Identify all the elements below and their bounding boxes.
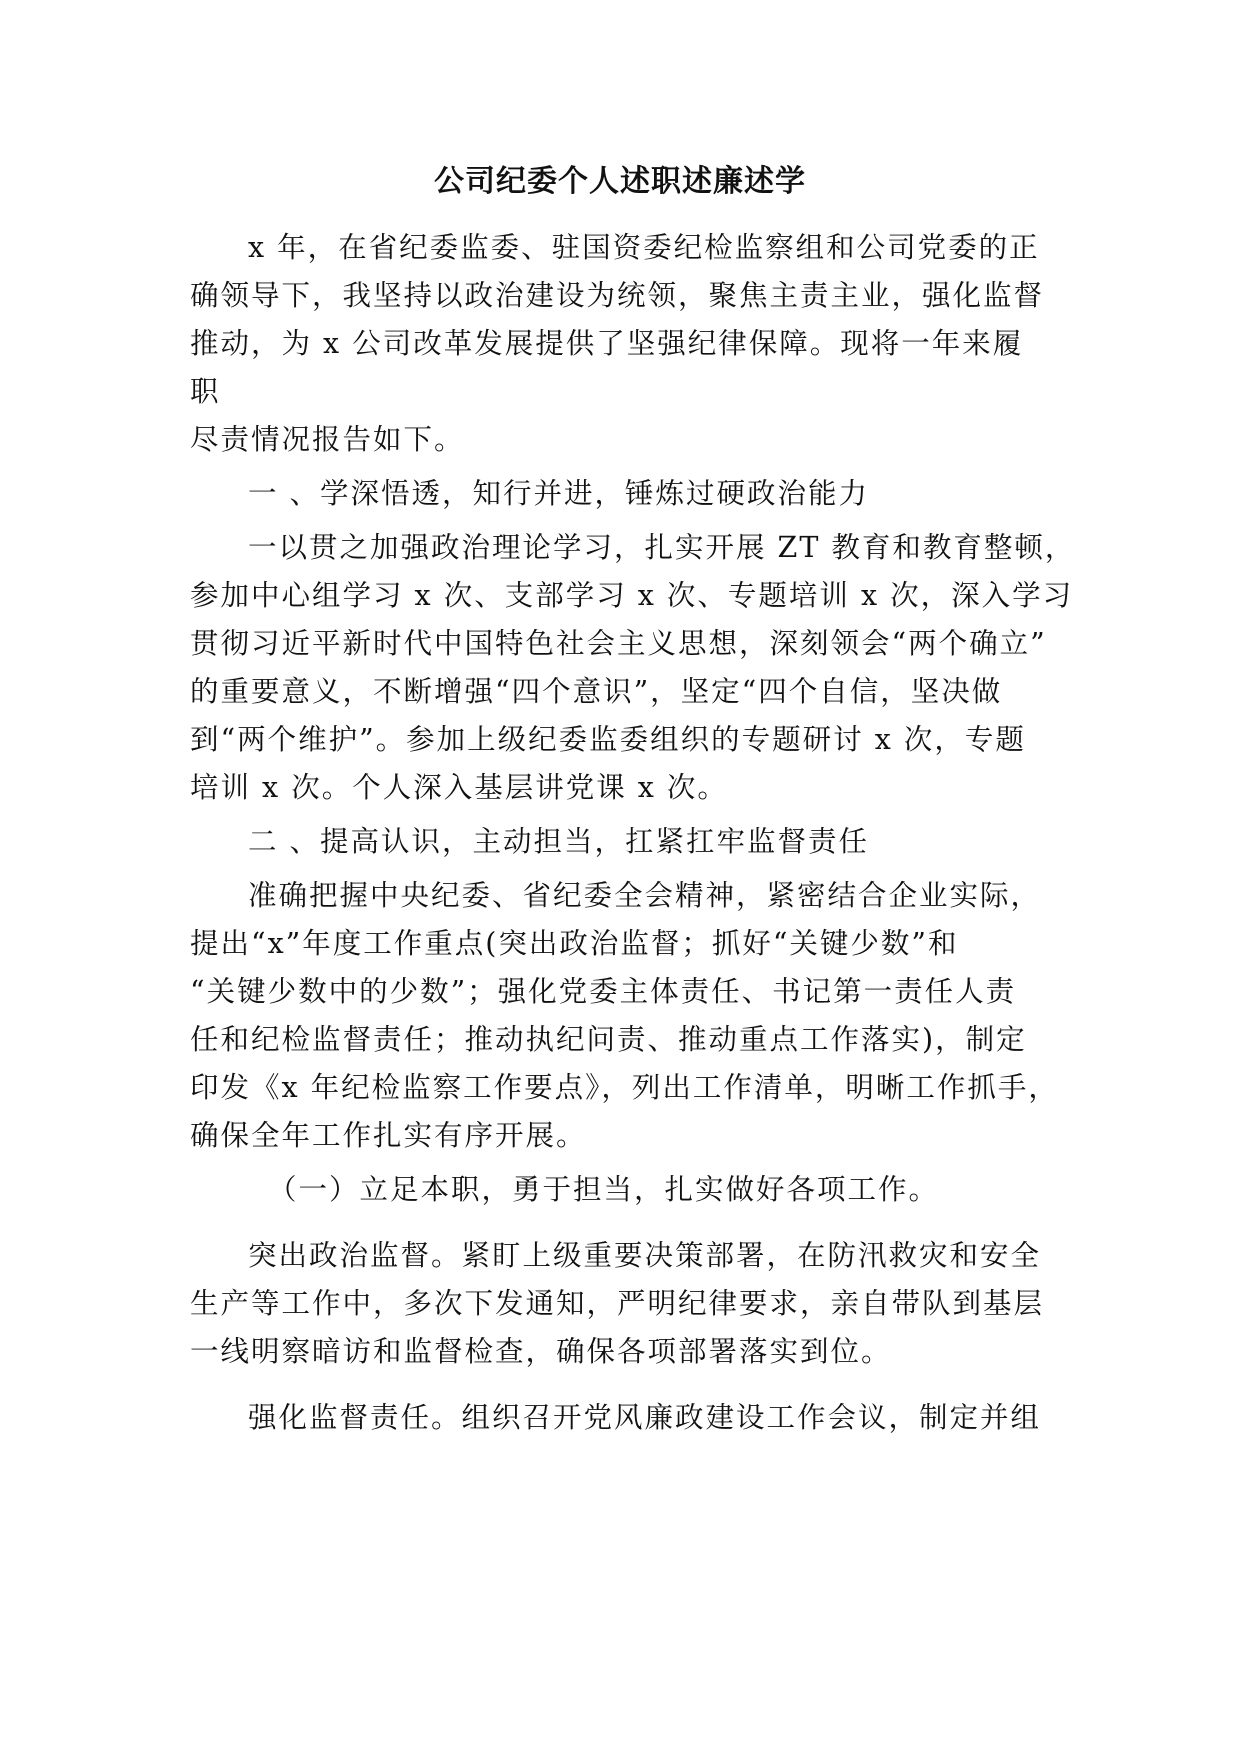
paragraph-line: 一以贯之加强政治理论学习，扎实开展 ZT 教育和教育整顿， bbox=[248, 531, 1076, 564]
paragraph-line: x 年，在省纪委监委、驻国资委纪检监察组和公司党委的正 bbox=[248, 231, 1040, 264]
paragraph-line: 提出“x”年度工作重点(突出政治监督；抓好“关键少数”和 bbox=[190, 927, 959, 960]
paragraph-line: 培训 x 次。个人深入基层讲党课 x 次。 bbox=[190, 771, 728, 804]
paragraph-line: 任和纪检监督责任；推动执纪问责、推动重点工作落实)，制定 bbox=[190, 1023, 1027, 1056]
document-title: 公司纪委个人述职述廉述学 bbox=[434, 164, 806, 199]
section-heading: 一 、学深悟透，知行并进，锤炼过硬政治能力 bbox=[248, 477, 870, 510]
paragraph-line: 印发《x 年纪检监察工作要点》，列出工作清单，明晰工作抓手， bbox=[190, 1071, 1059, 1104]
paragraph-line: 推动，为 x 公司改革发展提供了坚强纪律保障。现将一年来履 bbox=[190, 327, 1024, 360]
paragraph-line: 职 bbox=[190, 375, 221, 408]
section-heading: 二 、提高认识，主动担当，扛紧扛牢监督责任 bbox=[248, 825, 870, 858]
paragraph-line: 的重要意义，不断增强“四个意识”，坚定“四个自信，坚决做 bbox=[190, 675, 1003, 708]
paragraph-line: 到“两个维护”。参加上级纪委监委组织的专题研讨 x 次，专题 bbox=[190, 723, 1026, 756]
paragraph-line: 参加中心组学习 x 次、支部学习 x 次、专题培训 x 次，深入学习 bbox=[190, 579, 1074, 612]
paragraph-line: 贯彻习近平新时代中国特色社会主义思想，深刻领会“两个确立” bbox=[190, 627, 1047, 660]
paragraph-line: 准确把握中央纪委、省纪委全会精神，紧密结合企业实际， bbox=[248, 879, 1042, 912]
paragraph-line: 确保全年工作扎实有序开展。 bbox=[190, 1119, 587, 1152]
paragraph-line: 生产等工作中，多次下发通知，严明纪律要求，亲自带队到基层 bbox=[190, 1287, 1045, 1320]
paragraph-line: “关键少数中的少数”；强化党委主体责任、书记第一责任人责 bbox=[190, 975, 1017, 1008]
paragraph-line: 尽责情况报告如下。 bbox=[190, 423, 465, 456]
paragraph-line: 突出政治监督。紧盯上级重要决策部署，在防汛救灾和安全 bbox=[248, 1239, 1042, 1272]
paragraph-line: 一线明察暗访和监督检查，确保各项部署落实到位。 bbox=[190, 1335, 892, 1368]
subsection-heading: （一）立足本职，勇于担当，扎实做好各项工作。 bbox=[268, 1173, 940, 1206]
paragraph-line: 确领导下，我坚持以政治建设为统领，聚焦主责主业，强化监督 bbox=[190, 279, 1045, 312]
paragraph-line: 强化监督责任。组织召开党风廉政建设工作会议，制定并组 bbox=[248, 1401, 1042, 1434]
